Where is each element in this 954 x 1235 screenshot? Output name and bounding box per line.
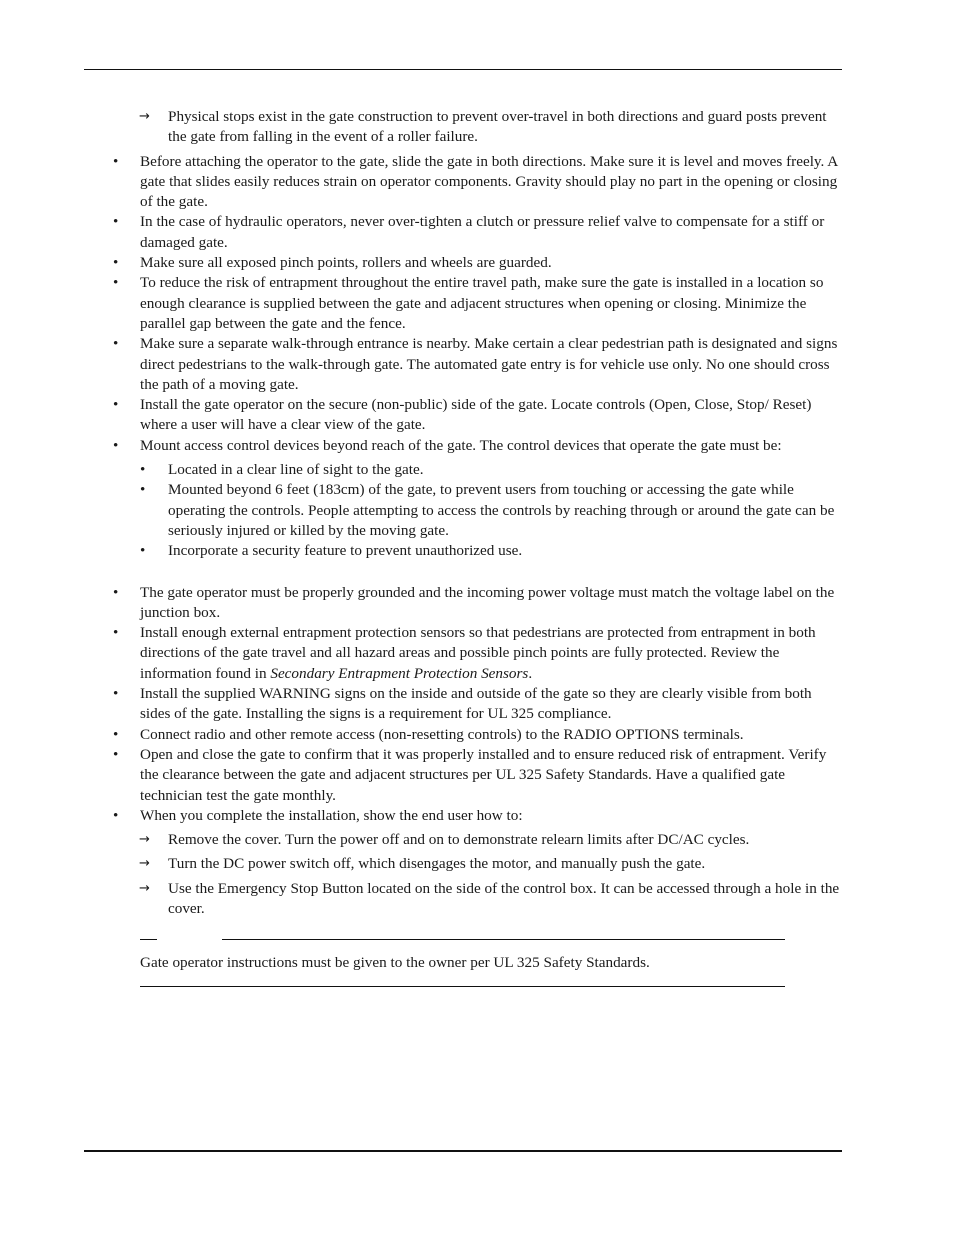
note-tick-line — [140, 939, 157, 940]
bullet-item — [0, 395, 840, 436]
sub-bullet-item — [0, 541, 840, 561]
item-text: The gate operator must be properly grounded and the incoming power voltage must match the voltage label on the junction box. — [140, 583, 835, 621]
bullet-item — [0, 725, 840, 745]
bullet-marker: • — [140, 461, 146, 479]
item-text: Mounted beyond 6 feet (183cm) of the gate, to prevent users from touching or accessing the gate while operating the controls. People attempting to access the controls by reaching through or around the gate can be seriously injured or killed by the moving gate. — [168, 481, 835, 539]
item-text: Make sure all exposed pinch points, rollers and wheels are guarded. — [140, 254, 552, 272]
sub-bullet-item — [0, 460, 840, 480]
header-rule — [84, 69, 842, 70]
bullet-marker: • — [113, 274, 119, 292]
item-text-main: Install enough external entrapment protection sensors so that pedestrians are protected from entrapment in both directions of the gate travel and all hazard areas and possible pinch points are fully protected. Review the information found in — [140, 624, 816, 682]
bullet-marker: • — [140, 481, 146, 499]
bullet-item — [0, 684, 840, 725]
bullet-marker: • — [140, 542, 146, 560]
sub-arrow-item — [0, 854, 840, 874]
item-text: Incorporate a security feature to prevent unauthorized use. — [168, 542, 523, 560]
bullet-item — [0, 212, 840, 253]
bullet-marker: • — [113, 213, 119, 231]
sub-bullet-item — [0, 480, 840, 541]
item-text: Physical stops exist in the gate construction to prevent over-travel in both directions and guard posts prevent the gate from falling in the event of a roller failure. — [168, 108, 827, 146]
arrow-marker: → — [139, 832, 150, 848]
item-text: Use the Emergency Stop Button located on the side of the control box. It can be accessed through a hole in the cover. — [168, 879, 840, 917]
arrow-marker: → — [139, 109, 150, 124]
arrow-marker: → — [139, 856, 150, 872]
item-text — [140, 623, 840, 684]
sub-arrow-item — [0, 879, 840, 920]
item-text-suffix: . — [528, 664, 533, 682]
bullet-item — [0, 273, 840, 334]
bullet-item — [0, 253, 840, 273]
document-body — [0, 107, 954, 919]
bullet-marker: • — [113, 436, 119, 454]
item-text: Remove the cover. Turn the power off and on to demonstrate relearn limits after DC/AC cycles. — [168, 831, 750, 849]
item-text: Install the gate operator on the secure (non-public) side of the gate. Locate controls (Open, Close, Stop/ Reset) where a user will have a clear view of the gate. — [140, 396, 812, 434]
bullet-marker: • — [113, 396, 119, 414]
bullet-marker: • — [113, 725, 119, 743]
bullet-item — [0, 806, 840, 826]
item-text: Located in a clear line of sight to the gate. — [168, 461, 424, 479]
bullet-marker: • — [113, 806, 119, 824]
item-text: Install the supplied WARNING signs on the inside and outside of the gate so they are clearly visible from both sides of the gate. Installing the signs is a requirement for UL 325 compliance. — [140, 685, 812, 723]
sub-arrow-item — [0, 107, 840, 148]
item-text: Open and close the gate to confirm that it was properly installed and to ensure reduced risk of entrapment. Verify the clearance between the gate and adjacent structures per UL 325 Safety Standards. Have a qualified gate technician test the gate monthly. — [140, 745, 827, 804]
bullet-item — [0, 436, 840, 456]
bullet-item — [0, 334, 840, 395]
item-text: To reduce the risk of entrapment throughout the entire travel path, make sure the gate is installed in a location so enough clearance is supplied between the gate and adjacent structures when opening or closing. Minimize the parallel gap between the gate and the fence. — [140, 274, 824, 332]
bullet-item — [0, 583, 840, 624]
bullet-marker: • — [113, 685, 119, 703]
note-text: Gate operator instructions must be given to the owner per UL 325 Safety Standards. — [140, 954, 650, 971]
bullet-item — [0, 152, 840, 213]
item-text: Turn the DC power switch off, which disengages the motor, and manually push the gate. — [168, 855, 706, 873]
item-text: Before attaching the operator to the gate, slide the gate in both directions. Make sure it is level and moves freely. A gate that slides easily reduces strain on operator components. Gravity should play no part in the opening or closing of the gate. — [140, 152, 838, 211]
note-bottom-rule — [140, 986, 785, 987]
item-text: In the case of hydraulic operators, never over-tighten a clutch or pressure relief valve to compensate for a stiff or damaged gate. — [140, 213, 825, 251]
sub-arrow-item — [0, 830, 840, 850]
bullet-marker: • — [113, 335, 119, 353]
cross-reference: Secondary Entrapment Protection Sensors — [270, 664, 529, 682]
bullet-item — [0, 745, 840, 806]
item-text: Mount access control devices beyond reach of the gate. The control devices that operate the gate must be: — [140, 436, 782, 454]
bullet-marker: • — [113, 624, 119, 642]
item-text: When you complete the installation, show the end user how to: — [140, 806, 523, 824]
note-top-rule — [222, 939, 785, 940]
bullet-item — [0, 623, 840, 684]
bullet-marker: • — [113, 254, 119, 272]
bullet-marker: • — [113, 152, 119, 170]
item-text: Connect radio and other remote access (non-resetting controls) to the RADIO OPTIONS terminals. — [140, 725, 744, 743]
arrow-marker: → — [139, 880, 150, 896]
bullet-marker: • — [113, 745, 119, 763]
bullet-marker: • — [113, 583, 119, 601]
note-box — [140, 939, 785, 987]
item-text: Make sure a separate walk-through entrance is nearby. Make certain a clear pedestrian path is designated and signs direct pedestrians to the walk-through gate. The automated gate entry is for vehicle use only. No one should cross the path of a moving gate. — [140, 335, 838, 393]
footer-rule — [84, 1150, 842, 1152]
